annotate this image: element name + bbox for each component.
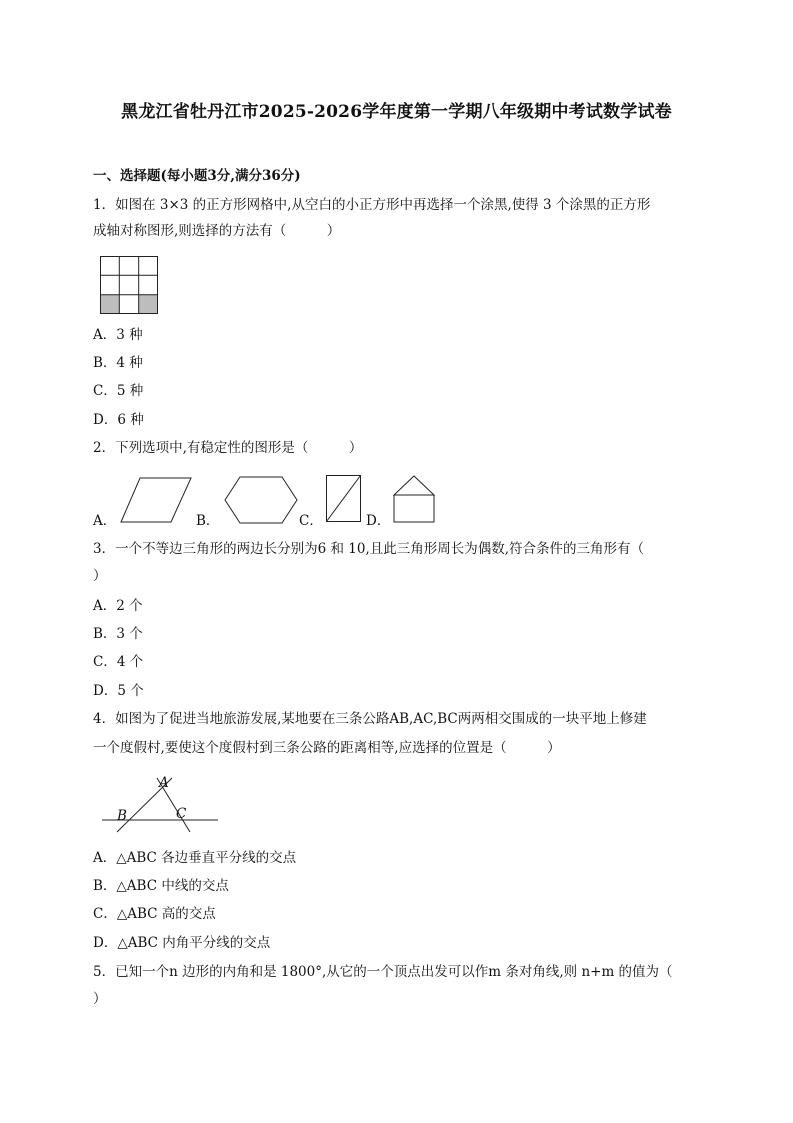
q3-option-b: B．3 个 (93, 626, 143, 642)
q4-option-c: C．△ABC 高的交点 (93, 906, 216, 922)
q2-stem: 2．下列选项中,有稳定性的图形是（ ） (93, 440, 363, 456)
q4-option-a: A．△ABC 各边垂直平分线的交点 (93, 850, 297, 866)
section-heading: 一、选择题(每小题3分,满分36分) (93, 168, 301, 184)
q1-stem-line1: 1．如图在 3×3 的正方形网格中,从空白的小正方形中再选择一个涂黑,使得 3 个涂黑的正方形 (93, 197, 651, 213)
figure-label-a: A (159, 775, 169, 791)
q1-option-d: D．6 种 (93, 412, 144, 428)
q1-option-c: C．5 种 (93, 383, 144, 399)
grid-cell-shaded (100, 295, 119, 314)
q3-option-a: A．2 个 (93, 598, 143, 614)
figure-label-b: B (117, 808, 127, 824)
house-shape (393, 475, 435, 523)
q4-stem-line2: 一个度假村,要使这个度假村到三条公路的距离相等,应选择的位置是（ ） (93, 740, 561, 756)
parallelogram-shape (120, 477, 192, 523)
rectangle-with-diagonal-shape (326, 475, 362, 523)
q3-option-d: D．5 个 (93, 683, 144, 699)
q2-label-a: A． (93, 513, 117, 529)
q4-option-d: D．△ABC 内角平分线的交点 (93, 935, 271, 951)
figure-label-c: C (176, 806, 187, 822)
q5-stem-line1: 5．已知一个n 边形的内角和是 1800°,从它的一个顶点出发可以作m 条对角线,则 n+m 的值为（ (93, 964, 673, 980)
q4-stem-line1: 4．如图为了促进当地旅游发展,某地要在三条公路AB,AC,BC两两相交围成的一块平地上修建 (93, 711, 647, 727)
q3-option-c: C．4 个 (93, 654, 144, 670)
q1-grid-figure (100, 256, 158, 314)
q3-stem-line2: ） (93, 568, 107, 584)
q1-option-a: A．3 种 (93, 327, 143, 343)
q3-stem-line1: 3．一个不等边三角形的两边长分别为6 和 10,且此三角形周长为偶数,符合条件的三角形有（ (93, 541, 645, 557)
page-title: 黑龙江省牡丹江市2025-2026学年度第一学期八年级期中考试数学试卷 (121, 102, 672, 122)
q4-option-b: B．△ABC 中线的交点 (93, 878, 229, 894)
q5-stem-line2: ） (93, 991, 107, 1007)
hexagon-shape (224, 476, 298, 524)
q1-stem-line2: 成轴对称图形,则选择的方法有（ ） (93, 223, 341, 239)
q1-option-b: B．4 种 (93, 355, 143, 371)
grid-cell-shaded (139, 295, 158, 314)
q2-label-b: B． (196, 513, 220, 529)
q2-label-c: C． (299, 513, 323, 529)
q2-label-d: D． (366, 513, 391, 529)
